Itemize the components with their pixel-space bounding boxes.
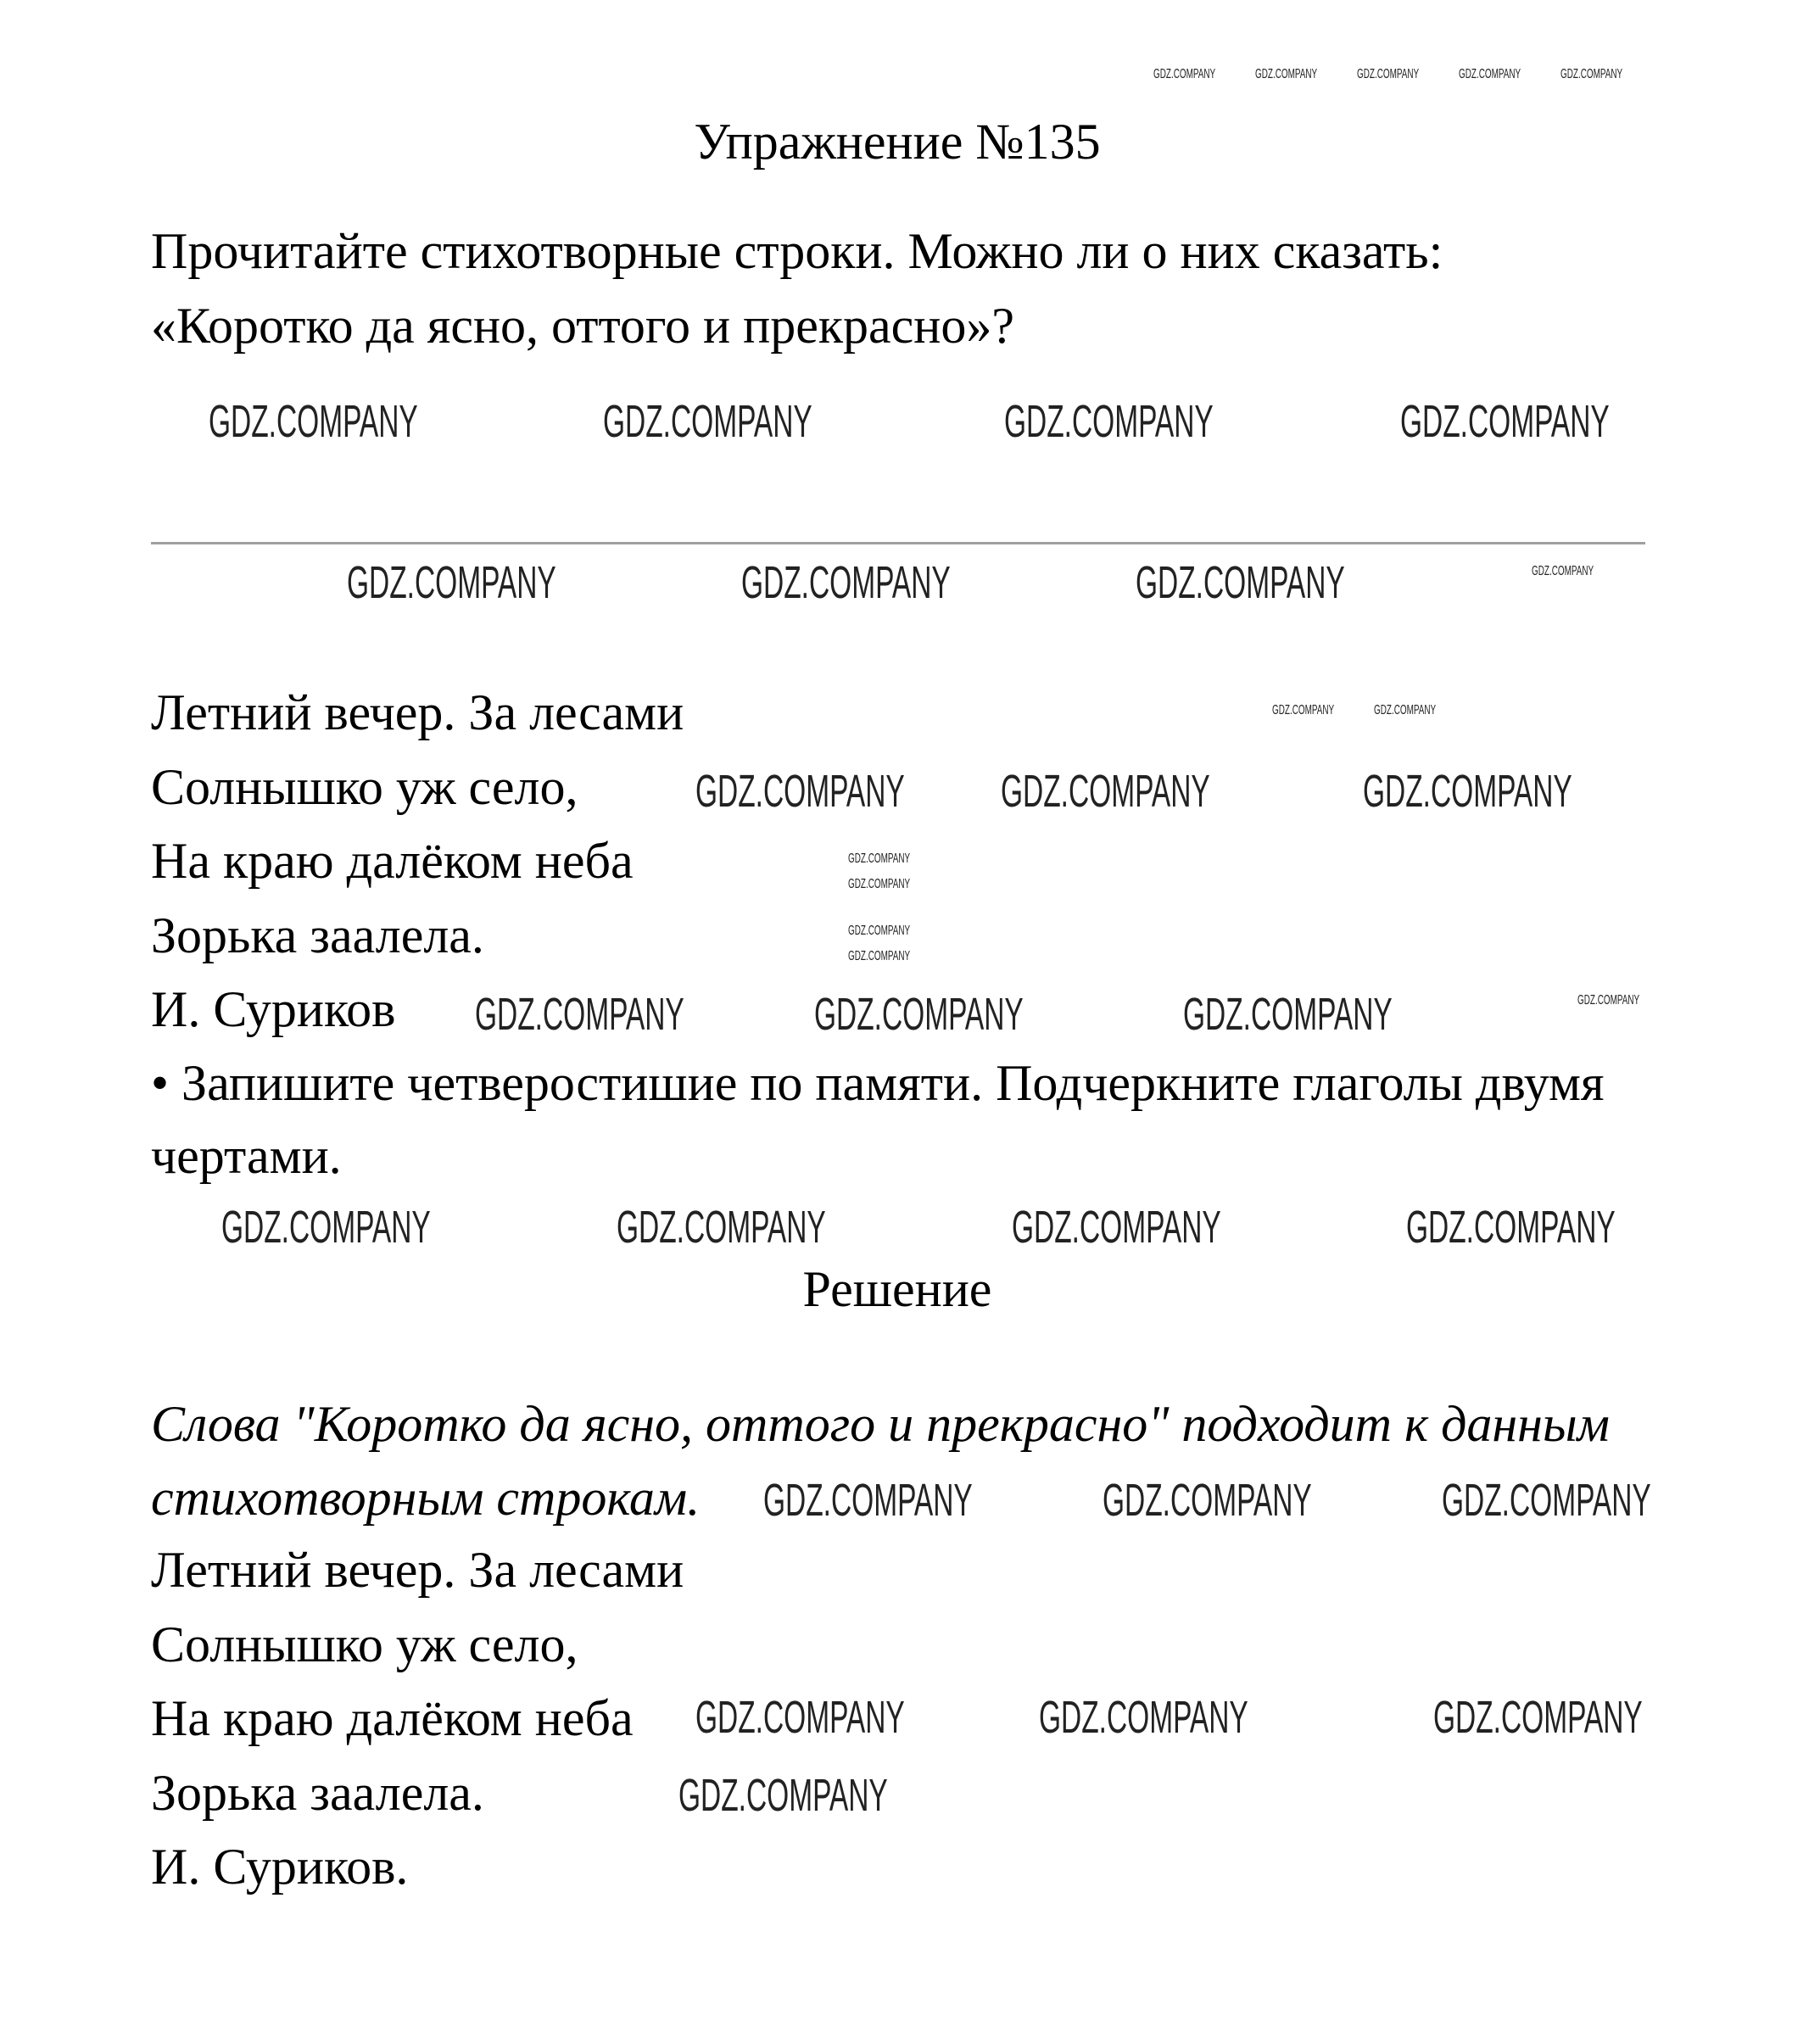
watermark: GDZ.COMPANY: [1136, 557, 1345, 608]
watermark: GDZ.COMPANY: [1459, 67, 1521, 81]
poem-line-2: Солнышко уж село,: [151, 759, 578, 815]
watermark: GDZ.COMPANY: [1357, 67, 1420, 81]
poem-author: И. Суриков: [151, 981, 396, 1037]
watermark: GDZ.COMPANY: [1577, 993, 1640, 1008]
watermark: GDZ.COMPANY: [848, 949, 911, 963]
watermark: GDZ.COMPANY: [475, 989, 684, 1040]
watermark: GDZ.COMPANY: [695, 1692, 905, 1743]
solution-poem-line-2: Солнышко уж село,: [151, 1616, 578, 1672]
watermark: GDZ.COMPANY: [603, 396, 812, 447]
watermark: GDZ.COMPANY: [1363, 766, 1572, 817]
watermark: GDZ.COMPANY: [1406, 1202, 1616, 1253]
watermark: GDZ.COMPANY: [347, 557, 556, 608]
watermark: GDZ.COMPANY: [814, 989, 1024, 1040]
watermark: GDZ.COMPANY: [1153, 67, 1216, 81]
watermark: GDZ.COMPANY: [1400, 396, 1610, 447]
watermark: GDZ.COMPANY: [763, 1475, 973, 1526]
instruction-line-1: • Запишите четверостишие по памяти. Подчеркните глаголы двумя: [151, 1055, 1605, 1111]
divider: [151, 542, 1645, 544]
answer-line-2: стихотворным строкам.: [151, 1470, 701, 1526]
poem-line-3: На краю далёком неба: [151, 833, 634, 889]
solution-poem-line-4: Зорька заалела.: [151, 1765, 484, 1821]
watermark: GDZ.COMPANY: [1001, 766, 1210, 817]
watermark: GDZ.COMPANY: [1255, 67, 1318, 81]
watermark: GDZ.COMPANY: [695, 766, 905, 817]
watermark: GDZ.COMPANY: [1374, 703, 1437, 717]
watermark: GDZ.COMPANY: [1560, 67, 1623, 81]
watermark: GDZ.COMPANY: [1183, 989, 1393, 1040]
watermark: GDZ.COMPANY: [221, 1202, 431, 1253]
task-text-line-2: «Коротко да ясно, оттого и прекрасно»?: [151, 298, 1015, 354]
watermark: GDZ.COMPANY: [209, 396, 418, 447]
watermark: GDZ.COMPANY: [1012, 1202, 1221, 1253]
watermark: GDZ.COMPANY: [1004, 396, 1214, 447]
task-text-line-1: Прочитайте стихотворные строки. Можно ли о них сказать:: [151, 223, 1443, 279]
solution-poem-line-3: На краю далёком неба: [151, 1690, 634, 1746]
solution-heading: Решение: [802, 1261, 992, 1317]
watermark: GDZ.COMPANY: [1442, 1475, 1651, 1526]
watermark: GDZ.COMPANY: [617, 1202, 826, 1253]
instruction-line-2: чертами.: [151, 1128, 342, 1184]
watermark: GDZ.COMPANY: [1532, 564, 1594, 578]
watermark: GDZ.COMPANY: [1103, 1475, 1312, 1526]
watermark: GDZ.COMPANY: [848, 877, 911, 891]
watermark: GDZ.COMPANY: [678, 1770, 888, 1821]
watermark: GDZ.COMPANY: [1433, 1692, 1643, 1743]
poem-line-4: Зорька заалела.: [151, 907, 484, 963]
answer-line-1: Слова "Коротко да ясно, оттого и прекрасно" подходит к данным: [151, 1396, 1610, 1452]
solution-poem-author: И. Суриков.: [151, 1839, 409, 1895]
watermark: GDZ.COMPANY: [848, 924, 911, 938]
watermark: GDZ.COMPANY: [1272, 703, 1335, 717]
solution-poem-line-1: Летний вечер. За лесами: [151, 1542, 684, 1598]
watermark: GDZ.COMPANY: [741, 557, 951, 608]
watermark: GDZ.COMPANY: [848, 851, 911, 866]
page-title: Упражнение №135: [694, 114, 1101, 170]
poem-line-1: Летний вечер. За лесами: [151, 684, 684, 740]
watermark: GDZ.COMPANY: [1039, 1692, 1248, 1743]
